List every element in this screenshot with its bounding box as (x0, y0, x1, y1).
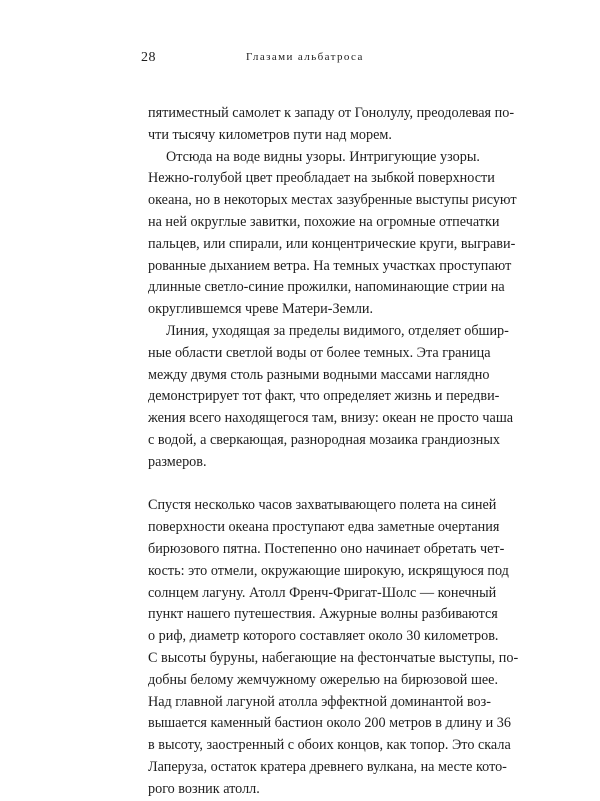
text-line: пункт нашего путешествия. Ажурные волны разбиваются (148, 606, 498, 623)
text-line: Лаперуза, остаток кратера древнего вулкана, на месте кото- (148, 758, 507, 775)
body-text (148, 103, 519, 801)
section-break (148, 474, 471, 496)
text-line: размеров. (148, 453, 207, 470)
text-line: рованные дыханием ветра. На темных участках проступают (148, 257, 512, 274)
text-line: солнцем лагуну. Атолл Френч-Фригат-Шолс — конечный (148, 584, 497, 601)
text-line: о риф, диаметр которого составляет около 30 километров. (148, 628, 499, 645)
text-line: длинные светло-синие прожилки, напоминающие стрии на (148, 279, 505, 296)
text-line: пальцев, или спирали, или концентрические круги, выграви- (148, 235, 516, 252)
text-line: рого возник атолл. (148, 780, 260, 797)
running-title: Глазами альбатроса (246, 51, 364, 63)
text-line: поверхности океана проступают едва заметные очертания (148, 519, 500, 536)
text-line: жения всего находящегося там, внизу: океан не просто чаша (148, 410, 514, 427)
text-line: С высоты буруны, набегающие на фестончатые выступы, по- (148, 649, 519, 666)
text-line: вышается каменный бастион около 200 метров в длину и 36 (148, 715, 511, 732)
text-line: ные области светлой воды от более темных. Эта граница (148, 344, 491, 361)
text-line: Нежно-голубой цвет преобладает на зыбкой поверхности (148, 170, 495, 187)
page-number: 28 (141, 50, 156, 65)
text-line: бирюзового пятна. Постепенно оно начинает обретать чет- (148, 540, 505, 557)
text-line: демонстрирует тот факт, что определяет жизнь и передви- (148, 388, 500, 405)
text-line: Спустя несколько часов захватывающего полета на синей (148, 497, 497, 514)
paragraph-2 (148, 147, 517, 321)
text-line: Линия, уходящая за пределы видимого, отделяет обшир- (166, 322, 509, 339)
paragraph-3 (148, 321, 514, 474)
running-head (0, 50, 600, 70)
text-line: добны белому жемчужному ожерелью на бирюзовой шее. (148, 671, 499, 688)
text-line: в высоту, заостренный с обоих концов, как топор. Это скала (148, 737, 511, 754)
paragraph-1 (148, 103, 515, 147)
text-line: на ней округлые завитки, похожие на огромные отпечатки (148, 213, 500, 230)
text-line: с водой, а сверкающая, разнородная мозаика грандиозных (148, 431, 500, 448)
text-line: Отсюда на воде видны узоры. Интригующие узоры. (166, 148, 480, 165)
text-line: между двумя столь разными водными массами наглядно (148, 366, 490, 383)
text-line: Над главной лагуной атолла эффектной доминантой воз- (148, 693, 491, 710)
text-line: чти тысячу километров пути над морем. (148, 126, 392, 143)
text-line: округлившемся чреве Матери-Земли. (148, 301, 374, 318)
text-line: кость: это отмели, окружающие широкую, искрящуюся под (148, 562, 509, 579)
text-line: пятиместный самолет к западу от Гонолулу, преодолевая по- (148, 105, 515, 121)
text-line: океана, но в некоторых местах зазубренные выступы рисуют (148, 192, 517, 209)
paragraph-4 (148, 495, 519, 800)
